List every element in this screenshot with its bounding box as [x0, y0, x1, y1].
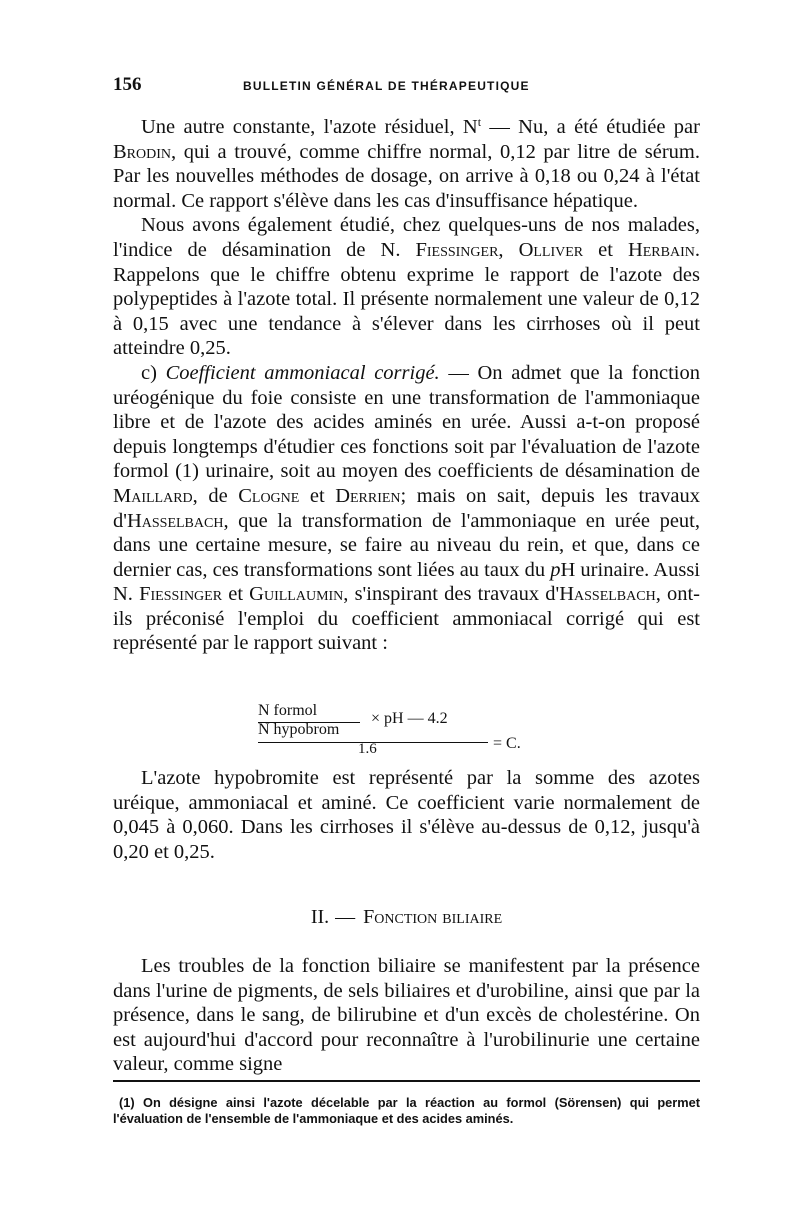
author-name: Derrien — [335, 484, 401, 507]
author-name: Hasselbach — [559, 583, 656, 606]
author-name: Fiessinger — [415, 238, 499, 261]
text-run: , qui a trouvé, comme chiffre normal, 0,12 par litre de sérum. Par les nouvelles méthodes de dosage, on arrive à 0,18 ou 0,24 à l'état normal. Ce rapport s'élève dans les cas d'insuffisance hépatique. — [113, 140, 700, 212]
author-name: Fiessinger — [139, 583, 223, 606]
subsection-heading: Coefficient ammoniacal corrigé. — [165, 361, 440, 384]
text-run: et — [222, 583, 250, 606]
formula-numerator: N formol — [258, 702, 318, 719]
body-text-upper — [113, 115, 700, 656]
section-number: II. — [310, 906, 330, 928]
text-run: et — [299, 484, 336, 507]
text-run: c) — [141, 361, 166, 384]
formula-divisor: 1.6 — [358, 741, 377, 757]
formula-result: = C. — [493, 735, 521, 752]
paragraph-ammoniacal-coefficient — [113, 361, 700, 656]
body-text-middle — [113, 766, 700, 864]
text-run: , — [498, 238, 519, 261]
author-name: Olliver — [518, 238, 584, 261]
text-run: , ont-ils préconisé l'emploi du coefficient ammoniacal corrigé qui est représenté par le rapport suivant : — [113, 583, 701, 655]
section-dash: — — [335, 906, 356, 928]
coefficient-formula — [258, 698, 558, 758]
text-run: — On admet que la fonction uréogénique du foie consiste en une transformation de l'ammoniaque libre et de l'azote des acides aminés en urée. Aussi a-t-on proposé depuis longtemps d'étudier ces fonctions soit par l'évaluation de l'azote formol (1) urinaire, soit au moyen des coefficients de désamination de — [113, 361, 700, 483]
page-number: 156 — [113, 74, 142, 95]
section-title: Fonction biliaire — [363, 906, 503, 928]
text-run: , de — [192, 484, 239, 507]
author-name: Guillaumin — [249, 583, 344, 606]
body-text-lower — [113, 954, 700, 1077]
paragraph-deamination-index — [113, 213, 700, 361]
text-run: , s'inspirant des travaux d' — [343, 583, 560, 606]
text-run: ; mais on sait, depuis les travaux d' — [113, 484, 700, 532]
paragraph-biliary-function: Les troubles de la fonction biliaire se manifestent par la présence dans l'urine de pigments, de sels biliaires et d'urobiline, ainsi que par la présence, dans le sang, de bilirubine et d'un excès de cholestérine. On est aujourd'hui d'accord pour reconnaître à l'urobilinurie une certaine valeur, comme signe — [113, 955, 700, 1076]
text-run: , que la transformation de l'ammoniaque en urée peut, dans une certaine mesure, se faire au niveau du rein, et que, dans ce dernier cas, ces transformations sont liées au taux du — [113, 509, 700, 581]
text-run: et — [583, 238, 628, 261]
ph-symbol: p — [550, 558, 561, 581]
running-head: BULLETIN GÉNÉRAL DE THÉRAPEUTIQUE — [243, 79, 530, 93]
section-heading — [113, 906, 700, 929]
formula-multiplier: × pH — 4.2 — [371, 710, 448, 727]
superscript: t — [477, 115, 482, 129]
paragraph-hypobromite: L'azote hypobromite est représenté par la somme des azotes uréique, ammoniacal et aminé. Ce coefficient varie normalement de 0,045 à 0,060. Dans les cirrhoses il s'élève au-dessus de 0,12, jusqu'à 0,20 et 0,25. — [113, 767, 700, 863]
page-header — [113, 74, 700, 100]
author-name: Clogne — [238, 484, 300, 507]
text-run: . Rappelons que le chiffre obtenu exprime le rapport de l'azote des polypeptides à l'azote total. Il présente normalement une valeur de 0,12 à 0,15 avec une tendance à s'élever dans les cirrhoses où il peut atteindre 0,25. — [113, 238, 700, 360]
author-name: Hasselbach — [126, 509, 224, 532]
text-run: H urinaire. Aussi N. — [113, 558, 701, 606]
paragraph-residual-nitrogen — [113, 115, 700, 213]
text-run: — Nu, a été étudiée par — [481, 116, 700, 138]
formula-denominator: N hypobrom — [258, 721, 340, 738]
footnote-divider — [113, 1080, 700, 1082]
author-name: Herbain — [627, 238, 695, 261]
text-run: Nous avons également étudié, chez quelques-uns de nos malades, l'indice de désamination de N. — [113, 214, 700, 261]
footnote: (1) On désigne ainsi l'azote décelable par la réaction au formol (Sörensen) qui permet l'évaluation de l'ensemble de l'ammoniaque et des acides aminés. — [113, 1095, 700, 1126]
author-name: Maillard — [113, 484, 193, 507]
author-name: Brodin — [113, 140, 172, 163]
text-run: Une autre constante, l'azote résiduel, N — [141, 116, 478, 138]
